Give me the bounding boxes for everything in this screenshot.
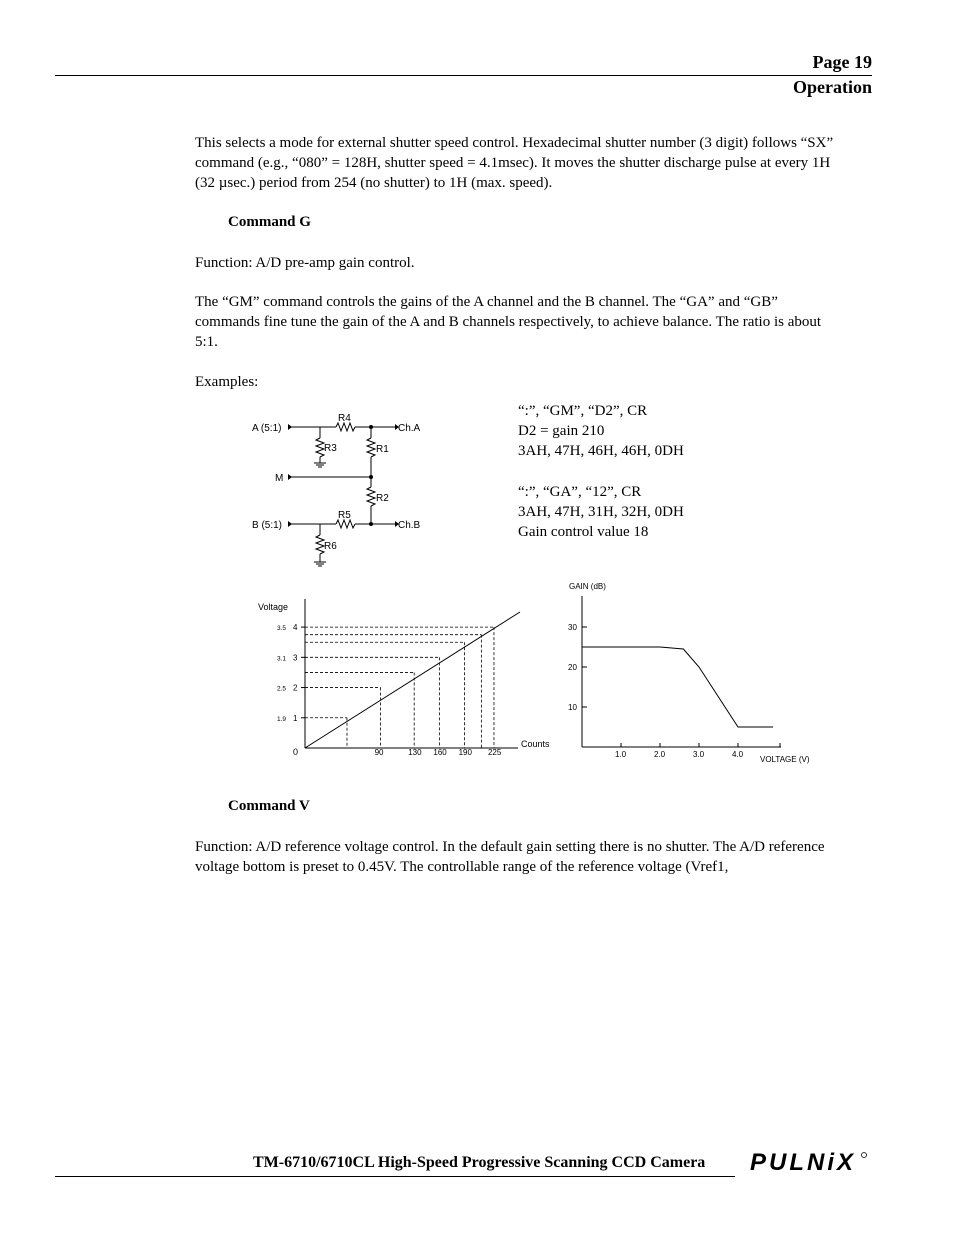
chart1-ylabel: Voltage: [258, 602, 289, 612]
section-title: Operation: [793, 77, 872, 97]
resistor-r2: R2: [376, 493, 389, 504]
chart2-ylabel: GAIN (dB): [569, 582, 606, 591]
example-1-line: 3AH, 47H, 46H, 46H, 0DH: [518, 443, 684, 459]
intro-paragraph: This selects a mode for external shutter speed control. Hexadecimal shutter number (3 digit) follows “SX” command (e.g., “080” = 128H, shutter speed = 4.1msec). It moves the shutter discharge pulse at every 1H (32 µsec.) period from 254 (no shutter) to 1H (max. speed).: [195, 135, 834, 191]
examples-label: Examples:: [195, 374, 259, 390]
brand-name: PULNiX: [750, 1149, 857, 1176]
example-1: [518, 401, 684, 461]
chart1-origin-label: 0: [293, 747, 299, 757]
example-1-line: D2 = gain 210: [518, 423, 605, 439]
chart1-y-tick: 1: [293, 713, 298, 723]
chart2-y-tick: 20: [568, 663, 577, 672]
footer-rule: [55, 1176, 735, 1177]
example-1-line: “:”, “GM”, “D2”, CR: [518, 403, 648, 419]
pulnix-logo: [748, 1148, 873, 1181]
header-rule: [55, 75, 872, 76]
chart2-x-tick: 3.0: [693, 750, 705, 759]
command-g-heading: Command G: [228, 214, 311, 230]
resistor-r3: R3: [324, 443, 337, 454]
circuit-output-b: Ch.B: [398, 520, 421, 531]
command-g-description: The “GM” command controls the gains of the A channel and the B channel. The “GA” and “GB” commands fine tune the gain of the A and B channels respectively, to achieve balance. The ratio is about 5:1.: [195, 294, 822, 350]
command-g-function: Function: A/D pre-amp gain control.: [195, 255, 415, 271]
chart1-y-tick: 2: [293, 683, 298, 693]
example-2: [518, 482, 684, 542]
chart1-y-value: 3.1: [277, 655, 287, 663]
example-2-line: 3AH, 47H, 31H, 32H, 0DH: [518, 504, 684, 520]
chart1-x-tick: 130: [408, 748, 422, 757]
gain-voltage-chart: [565, 578, 825, 768]
voltage-line: [305, 612, 520, 748]
example-2-line: “:”, “GA”, “12”, CR: [518, 484, 642, 500]
chart2-y-tick: 30: [568, 623, 577, 632]
chart2-y-tick: 10: [568, 703, 577, 712]
command-v-function: Function: A/D reference voltage control. In the default gain setting there is no shutter. The A/D reference voltage bottom is preset to 0.45V. The controllable range of the reference voltage (Vref1,: [195, 839, 825, 875]
chart1-y-value: 2.5: [277, 685, 287, 693]
chart2-xlabel: VOLTAGE (V): [760, 755, 810, 764]
circuit-input-m: M: [275, 473, 284, 484]
chart2-x-tick: 2.0: [654, 750, 666, 759]
circuit-output-a: Ch.A: [398, 423, 421, 434]
chart1-xlabel: Counts: [521, 739, 550, 749]
chart1-y-tick: 4: [293, 623, 298, 633]
chart2-x-tick: 1.0: [615, 750, 627, 759]
gain-circuit-diagram: [240, 405, 440, 575]
circuit-input-b: B (5:1): [252, 520, 283, 531]
resistor-r4: R4: [338, 413, 351, 424]
chart1-x-tick: 190: [458, 748, 472, 757]
page-number: Page 19: [812, 52, 872, 72]
resistor-r6: R6: [324, 541, 337, 552]
circuit-input-a: A (5:1): [252, 423, 282, 434]
chart1-y-value: 3.5: [277, 625, 287, 633]
chart1-y-tick: 3: [293, 653, 298, 663]
footer-title: TM-6710/6710CL High-Speed Progressive Scanning CCD Camera: [253, 1154, 706, 1171]
chart1-x-tick: 225: [487, 748, 502, 757]
chart2-x-tick: 4.0: [732, 750, 744, 759]
resistor-r5: R5: [338, 510, 351, 521]
example-2-line: Gain control value 18: [518, 524, 649, 540]
resistor-r1: R1: [376, 444, 389, 455]
chart1-x-tick: 90: [374, 748, 384, 757]
command-v-heading: Command V: [228, 798, 310, 814]
voltage-counts-chart: [250, 595, 560, 765]
chart1-y-value: 1.9: [277, 715, 287, 723]
chart1-x-tick: 160: [433, 748, 447, 757]
gain-curve: [582, 647, 773, 727]
